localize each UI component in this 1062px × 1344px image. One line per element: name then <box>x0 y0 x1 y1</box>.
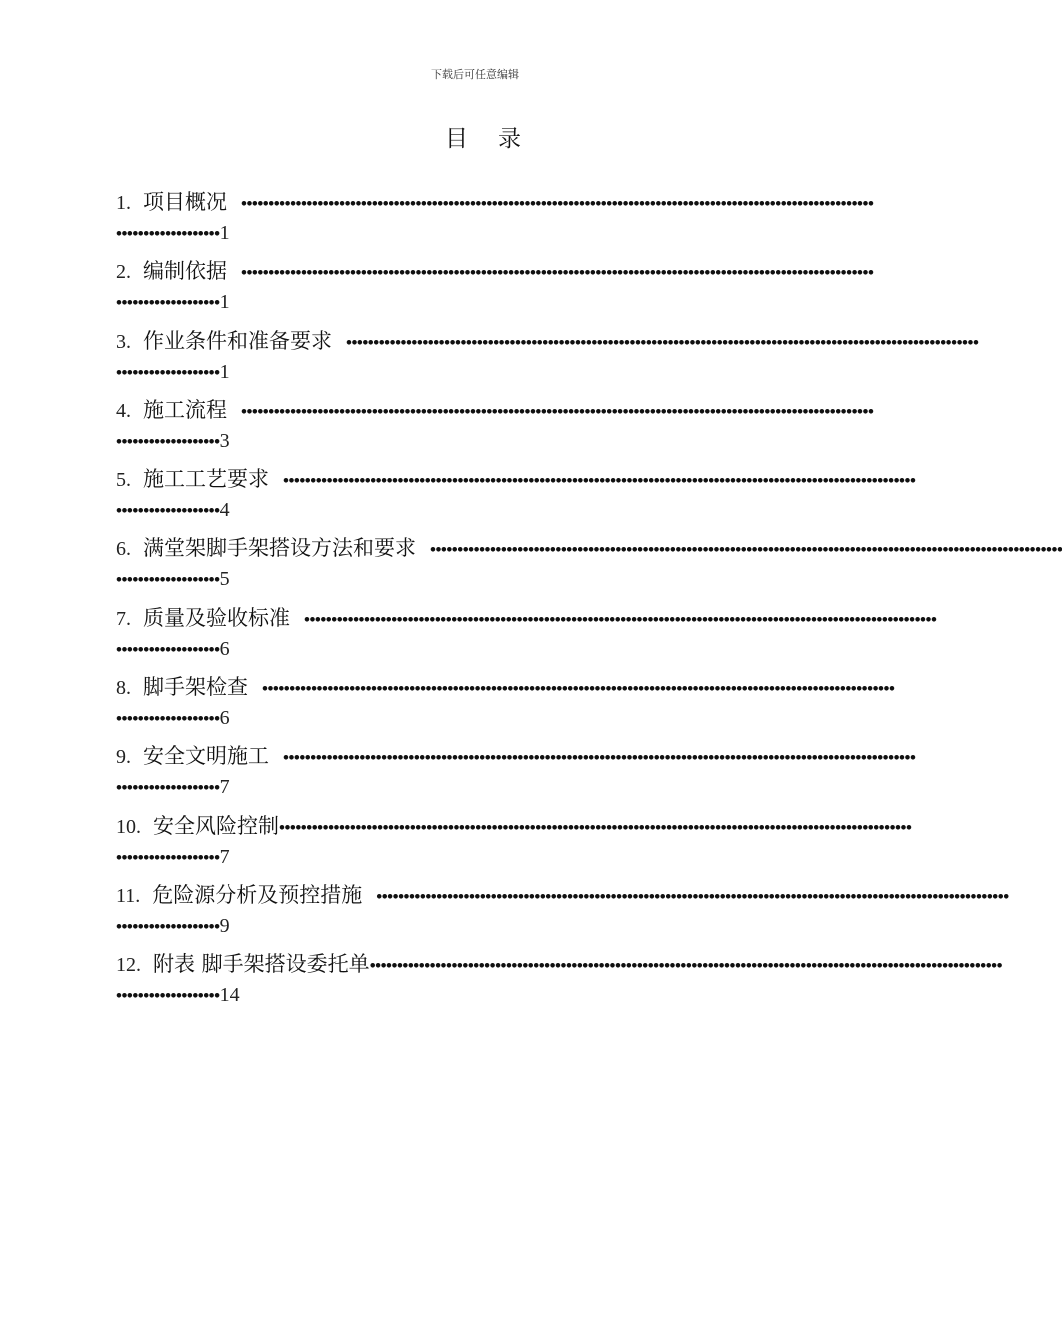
entry-title: 作业条件和准备要求 <box>143 328 332 353</box>
entry-title: 脚手架检查 <box>143 675 248 700</box>
entry-page-number: 5 <box>219 568 230 591</box>
dot-leader: ••••••••••••••••••• <box>116 431 220 451</box>
entry-title: 项目概况 <box>143 190 227 214</box>
toc-entry-3[interactable] <box>116 325 979 394</box>
dot-leader: •••••••••••••••••••••••••••••••••••••••••••••••••••••••••••••••••••••••••••••••••••••••••••••••••••••••••••••••••••• <box>376 886 1009 906</box>
toc-entry-2[interactable] <box>116 255 882 324</box>
entry-page-number: 1 <box>219 291 230 314</box>
toc-entry-11[interactable] <box>116 879 1009 948</box>
table-of-contents <box>116 186 1062 1018</box>
toc-entry-6[interactable] <box>116 532 1062 601</box>
dot-leader: •••••••••••••••••••••••••••••••••••••••••••••••••••••••••••••••••••••••••••••••••••••••••••••••••••••••••••••••••••• <box>283 471 916 491</box>
dot-leader: •••••••••••••••••••••••••••••••••••••••••••••••••••••••••••••••••••••••••••••••••••••••••••••••••••••••••••••••••••• <box>241 194 874 213</box>
entry-page-number: 7 <box>219 845 230 868</box>
dot-leader: •••••••••••••••••••••••••••••••••••••••••••••••••••••••••••••••••••••••••••••••••••••••••••••••••••••••••••••••••••• <box>262 679 895 699</box>
toc-entry-12[interactable] <box>116 948 1003 1017</box>
entry-page-number: 6 <box>219 637 230 660</box>
entry-number: 4. <box>116 399 131 422</box>
entry-number: 6. <box>116 538 131 561</box>
toc-entry-1[interactable] <box>116 186 882 255</box>
toc-title: 目录 <box>445 126 551 152</box>
entry-page-number: 14 <box>219 984 240 1007</box>
entry-number: 1. <box>116 192 131 214</box>
dot-leader: ••••••••••••••••••• <box>116 639 220 659</box>
header-note: 下载后可任意编辑 <box>431 68 519 81</box>
entry-title: 安全文明施工 <box>143 744 269 769</box>
dot-leader: •••••••••••••••••••••••••••••••••••••••••••••••••••••••••••••••••••••••••••••••••••••••••••••••••••••••••••••••••••• <box>430 540 1062 560</box>
dot-leader: ••••••••••••••••••• <box>116 847 220 867</box>
dot-leader: ••••••••••••••••••• <box>116 709 220 729</box>
dot-leader: ••••••••••••••••••• <box>116 986 220 1006</box>
entry-page-number: 9 <box>219 914 230 937</box>
dot-leader: ••••••••••••••••••• <box>116 916 220 936</box>
toc-entry-9[interactable] <box>116 740 916 809</box>
entry-number: 3. <box>116 330 131 353</box>
dot-leader: •••••••••••••••••••••••••••••••••••••••••••••••••••••••••••••••••••••••••••••••••••••••••••••••••••••••••••••••••••• <box>369 956 1003 976</box>
entry-number: 2. <box>116 261 131 284</box>
entry-page-number: 1 <box>219 360 230 383</box>
entry-title: 满堂架脚手架搭设方法和要求 <box>143 536 416 561</box>
dot-leader: •••••••••••••••••••••••••••••••••••••••••••••••••••••••••••••••••••••••••••••••••••••••••••••••••••••••••••••••••••• <box>241 401 874 421</box>
dot-leader: ••••••••••••••••••• <box>116 570 220 590</box>
entry-title: 施工流程 <box>143 397 227 422</box>
dot-leader: •••••••••••••••••••••••••••••••••••••••••••••••••••••••••••••••••••••••••••••••••••••••••••••••••••••••••••••••••••• <box>283 748 916 768</box>
toc-entry-8[interactable] <box>116 671 895 740</box>
entry-number: 8. <box>116 677 131 700</box>
entry-number: 5. <box>116 469 131 492</box>
entry-number: 10. <box>116 815 141 838</box>
entry-number: 7. <box>116 607 131 630</box>
entry-page-number: 4 <box>219 499 230 522</box>
entry-title: 编制依据 <box>143 259 227 284</box>
toc-entry-7[interactable] <box>116 602 937 671</box>
entry-title: 附表 脚手架搭设委托单 <box>153 952 370 977</box>
toc-entry-5[interactable] <box>116 463 916 532</box>
entry-page-number: 3 <box>219 429 230 452</box>
entry-page-number: 1 <box>219 222 230 244</box>
toc-entry-4[interactable] <box>116 394 882 463</box>
entry-number: 12. <box>116 954 141 977</box>
entry-title: 安全风险控制 <box>153 813 279 838</box>
entry-title: 危险源分析及预控措施 <box>152 882 363 907</box>
toc-entry-10[interactable] <box>116 810 912 879</box>
dot-leader: •••••••••••••••••••••••••••••••••••••••••••••••••••••••••••••••••••••••••••••••••••••••••••••••••••••••••••••••••••• <box>304 609 937 629</box>
entry-title: 施工工艺要求 <box>143 467 269 492</box>
dot-leader: ••••••••••••••••••• <box>116 501 220 521</box>
dot-leader: •••••••••••••••••••••••••••••••••••••••••••••••••••••••••••••••••••••••••••••••••••••••••••••••••••••••••••••••••••• <box>241 263 874 283</box>
entry-page-number: 6 <box>219 707 230 730</box>
entry-number: 9. <box>116 746 131 769</box>
dot-leader: ••••••••••••••••••• <box>116 778 220 798</box>
dot-leader: ••••••••••••••••••• <box>116 224 220 243</box>
dot-leader: •••••••••••••••••••••••••••••••••••••••••••••••••••••••••••••••••••••••••••••••••••••••••••••••••••••••••••••••••••• <box>279 817 912 837</box>
dot-leader: ••••••••••••••••••• <box>116 293 220 313</box>
dot-leader: ••••••••••••••••••• <box>116 362 220 382</box>
entry-number: 11. <box>116 884 141 907</box>
entry-page-number: 7 <box>219 776 230 799</box>
entry-title: 质量及验收标准 <box>143 605 290 630</box>
dot-leader: •••••••••••••••••••••••••••••••••••••••••••••••••••••••••••••••••••••••••••••••••••••••••••••••••••••••••••••••••••• <box>346 332 979 352</box>
